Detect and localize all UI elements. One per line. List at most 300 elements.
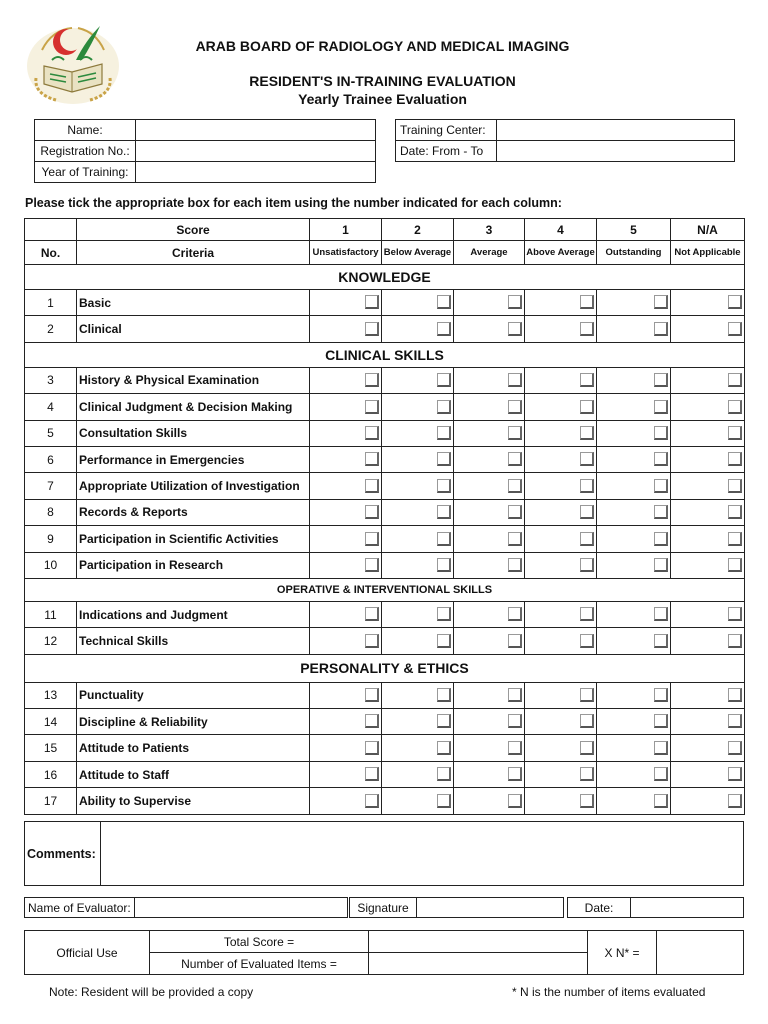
item-number: 5	[25, 420, 77, 446]
score-cell	[310, 526, 382, 552]
score-checkbox[interactable]	[728, 558, 742, 572]
score-cell	[525, 499, 597, 525]
score-cell	[454, 552, 525, 578]
score-cell	[454, 446, 525, 472]
n-note: * N is the number of items evaluated	[512, 985, 706, 999]
score-cell	[671, 526, 745, 552]
score-cell	[454, 735, 525, 761]
score-checkbox[interactable]	[654, 479, 668, 493]
xn-label: X N* =	[588, 931, 657, 975]
training-center-label: Training Center:	[396, 120, 497, 141]
date-table	[567, 897, 744, 918]
score-cell	[454, 290, 525, 316]
score-cell	[525, 788, 597, 814]
score-4: 4	[525, 219, 597, 241]
criteria-row	[25, 499, 745, 525]
score-checkbox[interactable]	[580, 607, 594, 621]
score-cell	[454, 761, 525, 787]
criteria-label: Technical Skills	[77, 628, 310, 654]
score-cell	[382, 761, 454, 787]
score-cell	[310, 552, 382, 578]
item-number: 8	[25, 499, 77, 525]
score-checkbox[interactable]	[508, 634, 522, 648]
copy-note: Note: Resident will be provided a copy	[49, 985, 254, 999]
evaluated-items-label: Number of Evaluated Items =	[150, 953, 369, 975]
item-number: 12	[25, 628, 77, 654]
score-checkbox[interactable]	[728, 794, 742, 808]
criteria-label: Participation in Research	[77, 552, 310, 578]
criteria-label: Discipline & Reliability	[77, 709, 310, 735]
score-checkbox[interactable]	[728, 607, 742, 621]
score-cell	[382, 420, 454, 446]
score-checkbox[interactable]	[508, 400, 522, 414]
item-number: 7	[25, 473, 77, 499]
score-checkbox[interactable]	[437, 714, 451, 728]
score-cell	[310, 316, 382, 342]
score-checkbox[interactable]	[580, 767, 594, 781]
score-checkbox[interactable]	[437, 767, 451, 781]
criteria-label: Clinical	[77, 316, 310, 342]
score-checkbox[interactable]	[365, 322, 379, 336]
criteria-label: Attitude to Patients	[77, 735, 310, 761]
score-cell	[525, 628, 597, 654]
score-cell	[597, 526, 671, 552]
score-cell	[597, 499, 671, 525]
score-checkbox[interactable]	[728, 479, 742, 493]
criteria-row	[25, 601, 745, 627]
score-checkbox[interactable]	[654, 452, 668, 466]
score-checkbox[interactable]	[437, 322, 451, 336]
score-checkbox[interactable]	[365, 741, 379, 755]
score-checkbox[interactable]	[365, 426, 379, 440]
score-cell	[382, 735, 454, 761]
criteria-label: Records & Reports	[77, 499, 310, 525]
score-5: 5	[597, 219, 671, 241]
score-checkbox[interactable]	[508, 767, 522, 781]
score-checkbox[interactable]	[437, 741, 451, 755]
item-number: 11	[25, 601, 77, 627]
item-number: 13	[25, 682, 77, 708]
item-number: 10	[25, 552, 77, 578]
instructions: Please tick the appropriate box for each item using the number indicated for each column:	[25, 196, 562, 210]
score-cell	[310, 394, 382, 420]
score-cell	[671, 316, 745, 342]
score-cell	[597, 367, 671, 393]
score-cell	[454, 788, 525, 814]
final-score-field[interactable]	[657, 931, 744, 975]
score-cell	[597, 601, 671, 627]
criteria-label: Indications and Judgment	[77, 601, 310, 627]
score-cell	[597, 290, 671, 316]
label-unsatisfactory: Unsatisfactory	[310, 241, 382, 265]
official-use-label: Official Use	[25, 931, 150, 975]
score-cell	[382, 446, 454, 472]
center-info-table	[395, 119, 735, 162]
year-label: Year of Training:	[35, 162, 136, 183]
score-checkbox[interactable]	[654, 373, 668, 387]
no-header: No.	[25, 241, 77, 265]
score-checkbox[interactable]	[365, 532, 379, 546]
score-cell	[597, 394, 671, 420]
score-checkbox[interactable]	[365, 794, 379, 808]
score-checkbox[interactable]	[654, 688, 668, 702]
criteria-row	[25, 628, 745, 654]
arab-board-logo	[22, 20, 124, 108]
criteria-label: Attitude to Staff	[77, 761, 310, 787]
criteria-row	[25, 316, 745, 342]
score-cell	[597, 788, 671, 814]
score-checkbox[interactable]	[437, 295, 451, 309]
section-title: PERSONALITY & ETHICS	[25, 654, 745, 682]
date-range-label: Date: From - To	[396, 141, 497, 162]
score-checkbox[interactable]	[654, 607, 668, 621]
score-cell	[382, 290, 454, 316]
score-cell	[382, 394, 454, 420]
score-cell	[597, 552, 671, 578]
score-checkbox[interactable]	[728, 322, 742, 336]
evaluator-name-table	[24, 897, 348, 918]
score-cell	[671, 628, 745, 654]
score-checkbox[interactable]	[580, 426, 594, 440]
score-cell	[525, 316, 597, 342]
signature-field[interactable]	[417, 898, 564, 918]
criteria-label: Clinical Judgment & Decision Making	[77, 394, 310, 420]
score-checkbox[interactable]	[580, 532, 594, 546]
score-cell	[597, 761, 671, 787]
score-checkbox[interactable]	[728, 634, 742, 648]
score-checkbox[interactable]	[728, 714, 742, 728]
score-checkbox[interactable]	[508, 322, 522, 336]
criteria-label: Participation in Scientific Activities	[77, 526, 310, 552]
score-checkbox[interactable]	[437, 794, 451, 808]
score-cell	[671, 290, 745, 316]
score-cell	[597, 473, 671, 499]
score-checkbox[interactable]	[654, 400, 668, 414]
evaluated-items-field[interactable]	[369, 953, 588, 975]
criteria-row	[25, 788, 745, 814]
score-checkbox[interactable]	[437, 558, 451, 572]
score-checkbox[interactable]	[580, 295, 594, 309]
score-checkbox[interactable]	[365, 767, 379, 781]
score-cell	[310, 682, 382, 708]
score-cell	[454, 499, 525, 525]
score-cell	[454, 709, 525, 735]
score-cell	[671, 394, 745, 420]
score-cell	[454, 394, 525, 420]
comments-field[interactable]	[101, 822, 744, 886]
score-cell	[671, 788, 745, 814]
score-checkbox[interactable]	[580, 688, 594, 702]
name-label: Name:	[35, 120, 136, 141]
item-number: 15	[25, 735, 77, 761]
score-checkbox[interactable]	[508, 714, 522, 728]
score-checkbox[interactable]	[508, 607, 522, 621]
score-checkbox[interactable]	[580, 373, 594, 387]
score-header: Score	[77, 219, 310, 241]
label-above-average: Above Average	[525, 241, 597, 265]
score-checkbox[interactable]	[728, 505, 742, 519]
score-cell	[382, 499, 454, 525]
score-checkbox[interactable]	[437, 634, 451, 648]
label-outstanding: Outstanding	[597, 241, 671, 265]
score-checkbox[interactable]	[437, 479, 451, 493]
score-cell	[454, 420, 525, 446]
registration-field[interactable]	[136, 141, 376, 162]
score-cell	[525, 394, 597, 420]
score-2: 2	[382, 219, 454, 241]
score-checkbox[interactable]	[365, 505, 379, 519]
score-checkbox[interactable]	[365, 295, 379, 309]
score-checkbox[interactable]	[365, 558, 379, 572]
label-not-applicable: Not Applicable	[671, 241, 745, 265]
item-number: 6	[25, 446, 77, 472]
score-cell	[382, 709, 454, 735]
score-checkbox[interactable]	[508, 479, 522, 493]
score-checkbox[interactable]	[728, 426, 742, 440]
score-checkbox[interactable]	[654, 767, 668, 781]
score-checkbox[interactable]	[437, 688, 451, 702]
score-cell	[525, 761, 597, 787]
score-cell	[597, 709, 671, 735]
score-cell	[597, 316, 671, 342]
criteria-row	[25, 446, 745, 472]
section-title: KNOWLEDGE	[25, 265, 745, 290]
score-cell	[671, 682, 745, 708]
score-checkbox[interactable]	[508, 688, 522, 702]
training-center-field[interactable]	[497, 120, 735, 141]
score-cell	[310, 601, 382, 627]
score-cell	[382, 526, 454, 552]
score-checkbox[interactable]	[508, 295, 522, 309]
score-cell	[310, 420, 382, 446]
score-checkbox[interactable]	[508, 794, 522, 808]
item-number: 1	[25, 290, 77, 316]
criteria-header: Criteria	[77, 241, 310, 265]
score-checkbox[interactable]	[580, 452, 594, 466]
score-cell	[671, 499, 745, 525]
section-title: CLINICAL SKILLS	[25, 342, 745, 367]
evaluator-name-label: Name of Evaluator:	[25, 898, 135, 918]
score-checkbox[interactable]	[728, 373, 742, 387]
official-use-table	[24, 930, 744, 975]
item-number: 4	[25, 394, 77, 420]
score-checkbox[interactable]	[508, 505, 522, 519]
criteria-row	[25, 552, 745, 578]
score-cell	[525, 735, 597, 761]
score-checkbox[interactable]	[728, 741, 742, 755]
label-average: Average	[454, 241, 525, 265]
item-number: 9	[25, 526, 77, 552]
score-cell	[310, 628, 382, 654]
score-cell	[382, 788, 454, 814]
score-checkbox[interactable]	[654, 505, 668, 519]
score-cell	[382, 367, 454, 393]
score-cell	[454, 473, 525, 499]
score-cell	[525, 709, 597, 735]
label-below-average: Below Average	[382, 241, 454, 265]
item-number: 2	[25, 316, 77, 342]
score-cell	[454, 367, 525, 393]
criteria-row	[25, 420, 745, 446]
item-number: 16	[25, 761, 77, 787]
score-checkbox[interactable]	[437, 426, 451, 440]
score-cell	[525, 446, 597, 472]
score-cell	[382, 601, 454, 627]
score-cell	[671, 473, 745, 499]
score-checkbox[interactable]	[654, 558, 668, 572]
score-checkbox[interactable]	[508, 452, 522, 466]
score-checkbox[interactable]	[728, 452, 742, 466]
score-cell	[525, 682, 597, 708]
evaluator-name-field[interactable]	[134, 898, 347, 918]
score-cell	[382, 473, 454, 499]
score-cell	[382, 628, 454, 654]
date-field[interactable]	[631, 898, 744, 918]
score-checkbox[interactable]	[654, 794, 668, 808]
score-cell	[454, 526, 525, 552]
score-checkbox[interactable]	[580, 634, 594, 648]
score-cell	[310, 473, 382, 499]
score-cell	[310, 367, 382, 393]
score-checkbox[interactable]	[728, 767, 742, 781]
score-checkbox[interactable]	[728, 295, 742, 309]
score-cell	[454, 316, 525, 342]
score-checkbox[interactable]	[654, 322, 668, 336]
year-field[interactable]	[136, 162, 376, 183]
score-cell	[597, 682, 671, 708]
header-blank	[25, 219, 77, 241]
score-checkbox[interactable]	[580, 505, 594, 519]
score-cell	[382, 682, 454, 708]
criteria-label: Consultation Skills	[77, 420, 310, 446]
score-checkbox[interactable]	[580, 714, 594, 728]
score-checkbox[interactable]	[580, 322, 594, 336]
score-cell	[310, 735, 382, 761]
score-cell	[671, 709, 745, 735]
score-checkbox[interactable]	[365, 400, 379, 414]
score-1: 1	[310, 219, 382, 241]
score-checkbox[interactable]	[580, 741, 594, 755]
score-3: 3	[454, 219, 525, 241]
score-na: N/A	[671, 219, 745, 241]
score-checkbox[interactable]	[437, 373, 451, 387]
score-checkbox[interactable]	[365, 714, 379, 728]
comments-label: Comments:	[25, 822, 101, 886]
score-checkbox[interactable]	[728, 532, 742, 546]
total-score-label: Total Score =	[150, 931, 369, 953]
criteria-label: Ability to Supervise	[77, 788, 310, 814]
score-checkbox[interactable]	[654, 426, 668, 440]
score-cell	[525, 473, 597, 499]
score-cell	[671, 367, 745, 393]
score-checkbox[interactable]	[654, 741, 668, 755]
registration-label: Registration No.:	[35, 141, 136, 162]
score-cell	[310, 709, 382, 735]
score-cell	[525, 420, 597, 446]
score-cell	[671, 761, 745, 787]
score-checkbox[interactable]	[437, 532, 451, 546]
resident-info-table	[34, 119, 376, 183]
score-cell	[382, 552, 454, 578]
signature-table	[349, 897, 564, 918]
score-checkbox[interactable]	[508, 426, 522, 440]
score-checkbox[interactable]	[365, 452, 379, 466]
score-checkbox[interactable]	[437, 452, 451, 466]
score-cell	[671, 552, 745, 578]
criteria-row	[25, 709, 745, 735]
score-checkbox[interactable]	[508, 373, 522, 387]
score-checkbox[interactable]	[508, 741, 522, 755]
signature-label: Signature	[350, 898, 417, 918]
score-cell	[597, 446, 671, 472]
name-field[interactable]	[136, 120, 376, 141]
score-checkbox[interactable]	[580, 794, 594, 808]
form-subtitle: Yearly Trainee Evaluation	[298, 91, 467, 107]
score-checkbox[interactable]	[580, 479, 594, 493]
score-checkbox[interactable]	[508, 558, 522, 572]
score-cell	[597, 735, 671, 761]
score-cell	[597, 628, 671, 654]
score-checkbox[interactable]	[365, 688, 379, 702]
item-number: 17	[25, 788, 77, 814]
score-checkbox[interactable]	[654, 295, 668, 309]
score-cell	[310, 290, 382, 316]
date-range-field[interactable]	[497, 141, 735, 162]
score-checkbox[interactable]	[508, 532, 522, 546]
score-cell	[310, 499, 382, 525]
score-cell	[671, 601, 745, 627]
score-cell	[310, 446, 382, 472]
criteria-row	[25, 473, 745, 499]
score-cell	[525, 290, 597, 316]
score-checkbox[interactable]	[728, 688, 742, 702]
score-checkbox[interactable]	[580, 558, 594, 572]
criteria-label: Basic	[77, 290, 310, 316]
score-checkbox[interactable]	[654, 714, 668, 728]
score-cell	[382, 316, 454, 342]
score-checkbox[interactable]	[365, 373, 379, 387]
evaluation-table	[24, 218, 745, 815]
score-checkbox[interactable]	[728, 400, 742, 414]
score-checkbox[interactable]	[437, 607, 451, 621]
score-checkbox[interactable]	[365, 607, 379, 621]
score-cell	[454, 601, 525, 627]
criteria-label: History & Physical Examination	[77, 367, 310, 393]
score-cell	[525, 367, 597, 393]
item-number: 3	[25, 367, 77, 393]
comments-table	[24, 821, 744, 886]
form-title: RESIDENT'S IN-TRAINING EVALUATION	[249, 73, 516, 89]
score-cell	[454, 628, 525, 654]
score-cell	[671, 446, 745, 472]
section-title: OPERATIVE & INTERVENTIONAL SKILLS	[25, 578, 745, 601]
score-checkbox[interactable]	[437, 400, 451, 414]
criteria-row	[25, 761, 745, 787]
score-checkbox[interactable]	[654, 532, 668, 546]
score-cell	[310, 761, 382, 787]
item-number: 14	[25, 709, 77, 735]
score-checkbox[interactable]	[580, 400, 594, 414]
criteria-row	[25, 735, 745, 761]
score-checkbox[interactable]	[365, 479, 379, 493]
criteria-row	[25, 394, 745, 420]
score-checkbox[interactable]	[654, 634, 668, 648]
score-checkbox[interactable]	[365, 634, 379, 648]
criteria-label: Appropriate Utilization of Investigation	[77, 473, 310, 499]
total-score-field[interactable]	[369, 931, 588, 953]
criteria-label: Punctuality	[77, 682, 310, 708]
score-checkbox[interactable]	[437, 505, 451, 519]
